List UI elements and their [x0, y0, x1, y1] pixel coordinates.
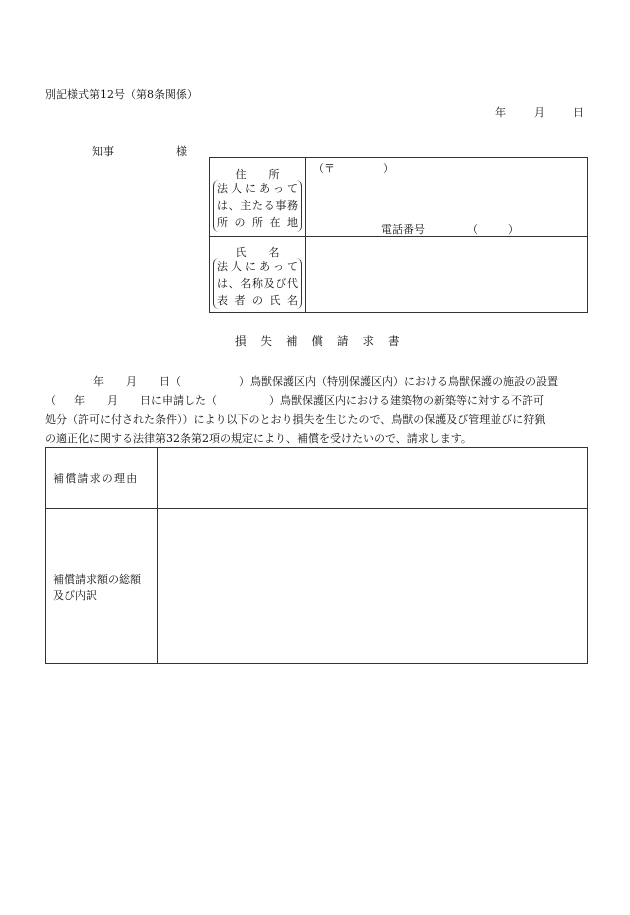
name-note-line: 法人にあって [217, 260, 298, 273]
statement-month: 月 [126, 375, 137, 388]
postal-open: （〒 [313, 162, 335, 175]
claim-reason-row [46, 448, 587, 509]
name-row [210, 236, 587, 313]
statement-application-month: 月 [107, 394, 118, 407]
claim-amount-label [53, 572, 141, 604]
statement-year: 年 [93, 375, 104, 388]
statement-line-1-text: ）鳥獣保護区内（特別保護区内）における鳥獣保護の施設の設置 [239, 375, 558, 388]
postal-close: ） [383, 162, 394, 175]
address-note-line: は、主たる事務 [217, 199, 298, 212]
name-label-cell [210, 236, 306, 313]
address-note [213, 180, 302, 232]
claim-amount-field[interactable] [158, 508, 587, 663]
address-heading: 住所 [235, 168, 302, 181]
form-number-label: 別記様式第12号（第8条関係） [45, 88, 198, 101]
date-month: 月 [534, 106, 545, 119]
date-day: 日 [573, 106, 584, 119]
phone-close: ） [508, 223, 519, 236]
statement-day: 日（ [159, 375, 181, 388]
statement-open-paren: （ [45, 394, 56, 407]
statement-line-2-text: ）鳥獣保護区内における建築物の新築等に対する不許可 [269, 394, 544, 407]
statement-line-2 [45, 391, 590, 410]
submission-date [495, 104, 584, 120]
name-heading: 氏名 [235, 246, 302, 259]
claim-amount-label-line: 及び内訳 [53, 589, 97, 602]
statement-application-day: 日に申請した（ [140, 394, 217, 407]
phone-number-field[interactable] [381, 221, 519, 237]
name-note-line: 表者の氏名 [217, 294, 298, 307]
request-statement [45, 372, 590, 448]
address-note-line: 法人にあって [217, 182, 298, 195]
addressee [92, 143, 187, 159]
claim-amount-label-cell [46, 508, 158, 663]
name-note [213, 258, 302, 309]
address-note-line: 所の所在地 [217, 216, 298, 229]
statement-application-year: 年 [74, 394, 85, 407]
claim-reason-label-cell [46, 448, 158, 508]
phone-label: 電話番号 [381, 223, 425, 236]
statement-line-3: 処分（許可に付された条件））により以下のとおり損失を生じたので、鳥獣の保護及び管理並びに狩猟 [45, 413, 546, 426]
claim-reason-label: 補償請求の理由 [53, 472, 139, 485]
name-note-line: は、名称及び代 [217, 277, 298, 290]
phone-open: （ [467, 223, 478, 236]
statement-line-1 [45, 372, 590, 391]
claim-amount-label-line: 補償請求額の総額 [53, 573, 141, 586]
statement-line-4: の適正化に関する法律第32条第2項の規定により、補償を受けたいので、請求します。 [45, 432, 472, 445]
claim-table [45, 447, 588, 664]
address-label-cell [210, 158, 306, 236]
date-year: 年 [495, 106, 506, 119]
claim-reason-field[interactable] [158, 448, 587, 508]
postal-code-field[interactable] [313, 160, 394, 176]
document-title: 損失補償請求書 [235, 334, 414, 348]
honorific: 様 [176, 145, 187, 158]
claim-amount-row [46, 508, 587, 663]
governor-label: 知事 [92, 145, 114, 158]
